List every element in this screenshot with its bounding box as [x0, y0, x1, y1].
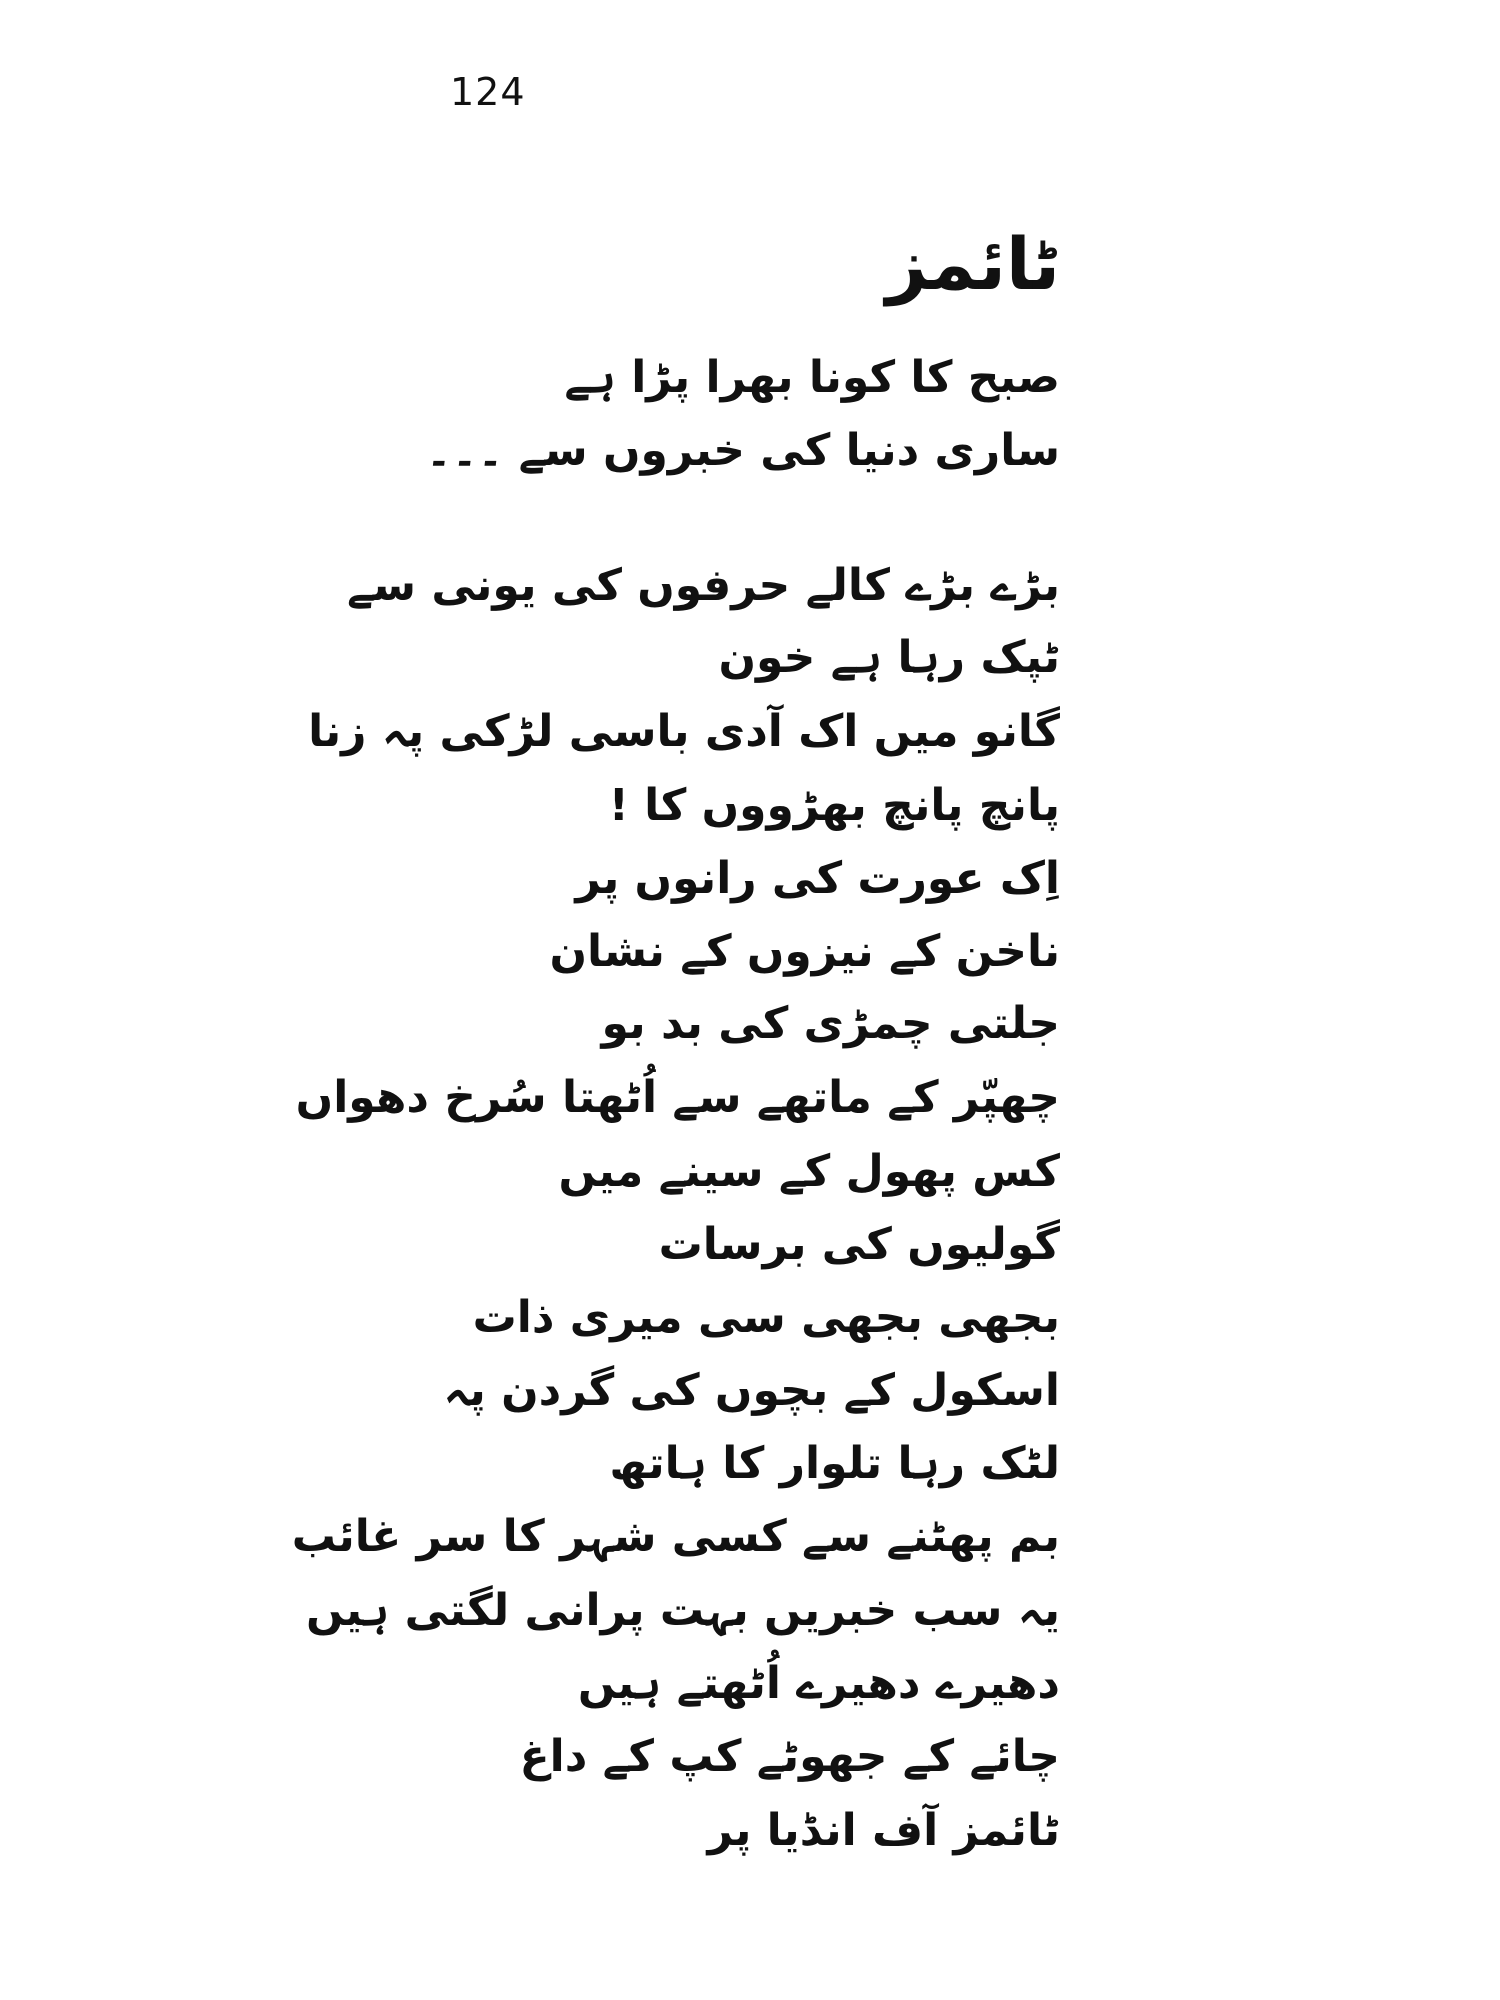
page-number: 124 [450, 70, 526, 114]
poem-line: گانو میں اک آدی باسی لڑکی پہ زنا [308, 706, 1060, 757]
poem-line: اِک عورت کی رانوں پر [575, 853, 1060, 904]
poem-line: ٹائمز آف انڈیا پر [707, 1805, 1060, 1856]
poem-line: اسکول کے بچوں کی گردن پہ [443, 1365, 1060, 1416]
poem-title: ٹائمز [885, 222, 1060, 306]
poem-line: چھپّر کے ماتھے سے اُٹھتا سُرخ دھواں [295, 1072, 1060, 1123]
poem-line: گولیوں کی برسات [658, 1219, 1060, 1270]
poem-line: کس پھول کے سینے میں [558, 1146, 1060, 1197]
poem-line: صبح کا کونا بھرا پڑا ہے [564, 352, 1060, 403]
poem-line: چائے کے جھوٹے کپ کے داغ [519, 1731, 1060, 1782]
poem-line: ساری دنیا کی خبروں سے ۔۔۔ [425, 425, 1060, 476]
poem-line: یہ سب خبریں بہت پرانی لگتی ہیں [305, 1585, 1060, 1636]
poem-line: بم پھٹنے سے کسی شہر کا سر غائب [291, 1511, 1060, 1562]
poem-line: بجھی بجھی سی میری ذات [472, 1292, 1060, 1343]
poem-line: پانچ پانچ بھڑووں کا ! [608, 780, 1060, 831]
poem-line: ٹپک رہا ہے خون [718, 632, 1060, 683]
poem-line: لٹک رہا تلوار کا ہاتھ [609, 1438, 1060, 1489]
poem-line: دھیرے دھیرے اُٹھتے ہیں [577, 1658, 1060, 1709]
poem-line: بڑے بڑے کالے حرفوں کی یونی سے [346, 560, 1060, 611]
poem-line: جلتی چمڑی کی بد بو [601, 998, 1060, 1049]
poem-line: ناخن کے نیزوں کے نشان [549, 926, 1060, 977]
